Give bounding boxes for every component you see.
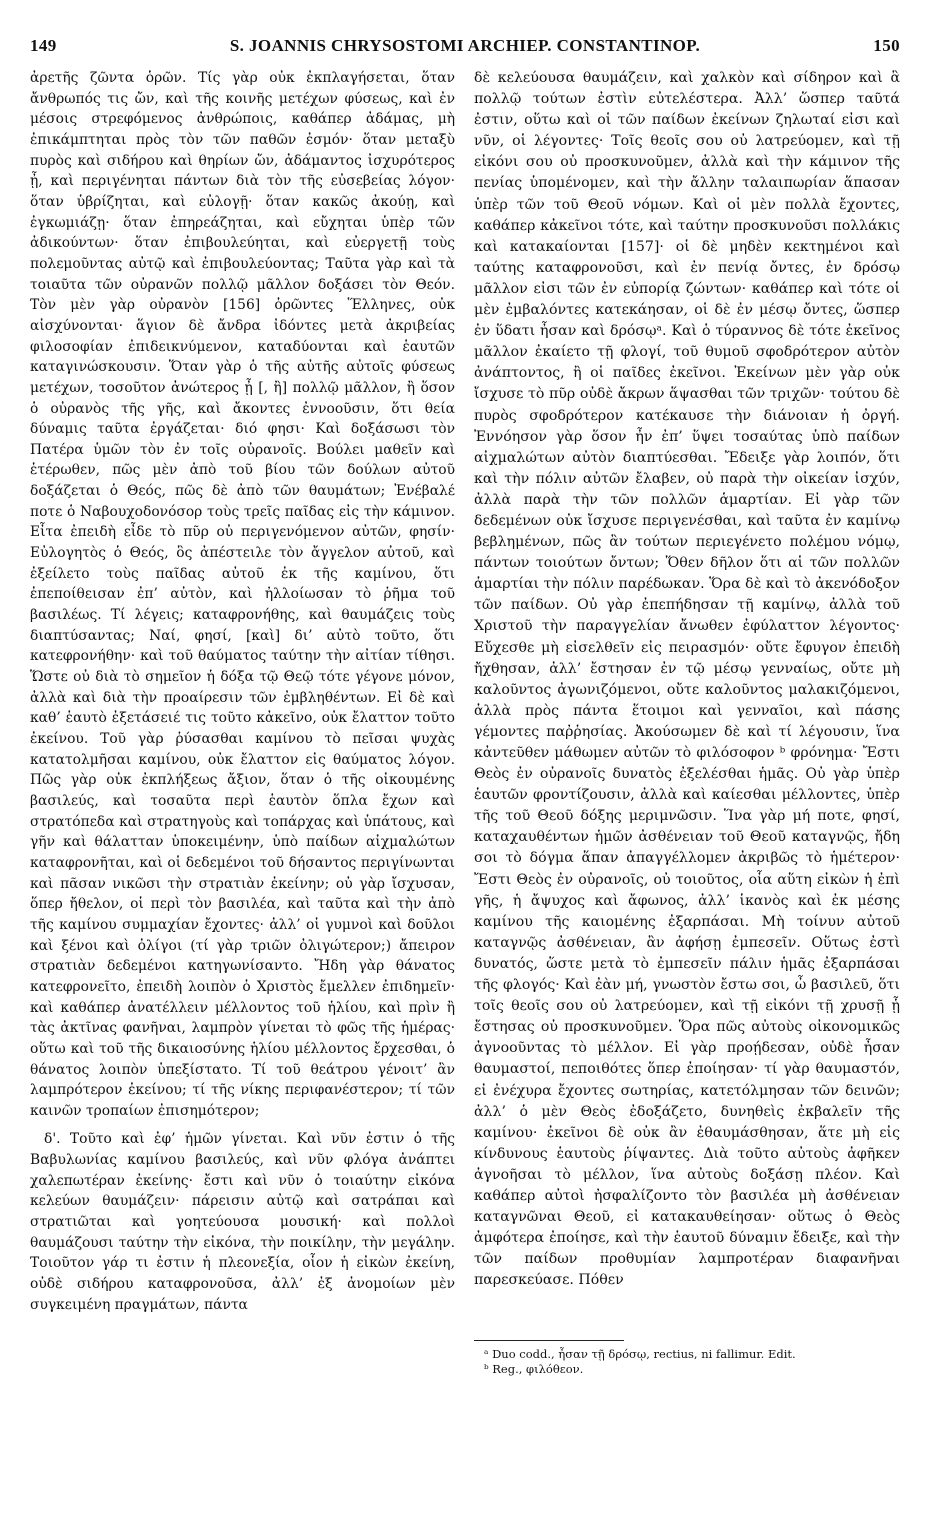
page-number-left: 149 [30, 36, 57, 55]
running-title: S. JOANNIS CHRYSOSTOMI ARCHIEP. CONSTANTINOP. [229, 36, 701, 55]
footnotes [474, 1340, 900, 1377]
running-head [30, 36, 900, 60]
footnote-rule [474, 1340, 624, 1341]
footnote-a: ᵃ Duo codd., ἦσαν τῇ δρόσῳ, rectius, ni fallimur. Edit. [484, 1347, 796, 1361]
left-column [30, 68, 455, 1315]
left-paragraph-2: δ'. Τοῦτο καὶ ἐφ’ ἡμῶν γίνεται. Καὶ νῦν ἐστιν ὁ τῆς Βαβυλωνίας καμίνου βασιλεύς, καὶ νῦν φλόγα ἀνάπτει χαλεπωτέραν ἐκείνης· ἔστι καὶ νῦν ὁ τοιαύτην εἰκόνα κελεύων θαυμάζειν· πάρεισιν αὐτῷ καὶ σατράπαι καὶ στρατιῶται καὶ γοητεύουσα μουσική· καὶ πολλοὶ θαυμάζουσι ταύτην τὴν εἰκόνα, τὴν ποικίλην, τὴν μεγάλην. Τοιοῦτον γάρ τι ἐστιν ἡ πλεονεξία, οἷον ἡ εἰκὼν ἐκείνη, οὐδὲ σιδήρου καταφρονοῦσα, ἀλλ’ ἐξ ἀνομοίων μὲν συγκειμένη πραγμάτων, πάντα [30, 1131, 455, 1313]
footnote-b: ᵇ Reg., φιλόθεον. [484, 1362, 584, 1376]
right-column [474, 68, 900, 1291]
right-paragraph-1: δὲ κελεύουσα θαυμάζειν, καὶ χαλκὸν καὶ σίδηρον καὶ ἃ πολλῷ τούτων ἐστὶν εὐτελέστερα. Ἀλλ’ ὥσπερ ταῦτά ἐστιν, οὕτω καὶ οἱ τῶν παίδων ἐκείνων ζηλωταί εἰσι καὶ νῦν, οἱ λέγοντες· Τοῖς θεοῖς σου οὐ λατρεύομεν, καὶ τῇ εἰκόνι σου οὐ προσκυνοῦμεν, ἀλλὰ καὶ τὴν κάμινον τῆς πενίας ὑπομένομεν, καὶ τὴν ἄλλην ταλαιπωρίαν ἅπασαν ὑπὲρ τῶν τοῦ Θεοῦ νόμων. Καὶ οἱ μὲν πολλὰ ἔχοντες, καθάπερ κἀκεῖνοι τότε, καὶ ταύτην προσκυνοῦσι πολλάκις καὶ κατακαίονται [157]· οἱ δὲ μηδὲν κεκτημένοι καὶ ταύτης καταφρονοῦσι, καὶ ἐν πενίᾳ ὄντες, ἐν δρόσῳ μᾶλλον εἰσι τῶν ἐν εὐπορίᾳ ζώντων· καθάπερ καὶ τότε οἱ μὲν ἐμβαλόντες κατεκάησαν, οἱ δὲ ἐν μέσῳ ὄντες, ὥσπερ ἐν ὕδατι ἦσαν καὶ δρόσῳᵃ. Καὶ ὁ τύραννος δὲ τότε ἐκεῖνος μᾶλλον ἐκαίετο τῇ φλογί, τοῦ θυμοῦ σφοδρότερον αὐτὸν ἀνάπτοντος, ἢ οἱ παῖδες ἐκεῖνοι. Ἐκείνων μὲν γὰρ οὐκ ἴσχυσε τὸ πῦρ οὐδὲ ἄκρων ἅψασθαι τῶν τριχῶν· τούτου δὲ πυρὸς σφοδρότερον κατέκαυσε τὴν διάνοιαν ἡ ὀργή. Ἐννόησον γὰρ ὅσον ἦν ἐπ’ ὕψει τοσαύτας ὑπὸ παίδων αἰχμαλώτων αὐτὸν διαπτύεσθαι. Ἔδειξε γὰρ λοιπόν, ὅτι καὶ τὴν πόλιν αὐτῶν ἔλαβεν, οὐ παρὰ τὴν οἰκείαν ἰσχύν, ἀλλὰ παρὰ τὴν τῶν πολλῶν ἁμαρτίαν. Εἰ γὰρ τῶν δεδεμένων οὐκ ἴσχυσε περιγενέσθαι, καὶ ταῦτα ἐν καμίνῳ βεβλημένων, πῶς ἂν τούτων περιεγένετο πολέμου νόμῳ, πάντων τοιούτων ὄντων; Ὅθεν δῆλον ὅτι αἱ τῶν πολλῶν ἁμαρτίαι τὴν πόλιν παρέδωκαν. Ὅρα δὲ καὶ τὸ ἀκενόδοξον τῶν παίδων. Οὐ γὰρ ἐπεπήδησαν τῇ καμίνῳ, ἀλλὰ τοῦ Χριστοῦ τὴν παραγγελίαν ἄνωθεν ἐφύλαττον λέγοντος· Εὔχεσθε μὴ εἰσελθεῖν εἰς πειρασμόν· οὔτε ἔφυγον ἐπειδὴ ἤχθησαν, ἀλλ’ ἔστησαν ἐν τῷ μέσῳ γενναίως, οὔτε μὴ καλοῦντος ἀγωνιζόμενοι, οὔτε καλοῦντος μαλακιζόμενοι, ἀλλὰ πρὸς πάντα ἕτοιμοι καὶ γενναῖοι, καὶ πάσης γέμοντες παῤῥησίας. Ἀκούσωμεν δὲ καὶ τί λέγουσιν, ἵνα κἀντεῦθεν μάθωμεν αὐτῶν τὸ φιλόσοφον ᵇ φρόνημα· Ἔστι Θεὸς ἐν οὐρανοῖς δυνατὸς ἐξελέσθαι ἡμᾶς. Οὐ γὰρ ὑπὲρ ἑαυτῶν φροντίζουσιν, ἀλλὰ καὶ καίεσθαι μέλλοντες, ὑπὲρ τῆς τοῦ Θεοῦ δόξης μεριμνῶσιν. Ἵνα γὰρ μή ποτε, φησί, καταχαυθέντων ἡμῶν ἀσθένειαν τοῦ Θεοῦ καταγνῷς, ἤδη σοι τὸ δόγμα ἅπαν ἀπαγγέλλομεν ἀκριβῶς τὸ ἡμέτερον· Ἔστι Θεὸς ἐν οὐρανοῖς, οὐ τοιοῦτος, οἷα αὕτη εἰκὼν ἡ ἐπὶ γῆς, ἡ ἄψυχος καὶ ἄφωνος, ἀλλ’ ἱκανὸς καὶ ἐκ μέσης καμίνου τῆς καιομένης ἐξαρπάσαι. Μὴ τοίνυν αὐτοῦ καταγνῷς ἀσθένειαν, ἂν ἀφήσῃ ἐμπεσεῖν. Οὕτως ἐστὶ δυνατός, ὥστε μετὰ τὸ ἐμπεσεῖν πάλιν ἡμᾶς ἐξαρπάσαι τῆς φλογός· Καὶ ἐὰν μή, γνωστὸν ἔστω σοι, ὦ βασιλεῦ, ὅτι τοῖς θεοῖς σου οὐ λατρεύομεν, καὶ τῇ εἰκόνι τῇ χρυσῇ ᾗ ἔστησας οὐ προσκυνοῦμεν. Ὅρα πῶς αὐτοὺς οἰκονομικῶς ἀγνοοῦντας τὸ μέλλον. Εἰ γὰρ προῄδεσαν, οὐδὲ ἦσαν θαυμαστοί, πεποιθότες ὅπερ ἐποίησαν· τί γὰρ θαυμαστόν, εἰ ἐνέχυρα ἔχοντες σωτηρίας, κατετόλμησαν τῶν δεινῶν; ἀλλ’ ὁ μὲν Θεὸς ἐδοξάζετο, δυνηθεὶς ἐκβαλεῖν τῆς καμίνου· ἐκεῖνοι δὲ οὐκ ἂν ἐθαυμάσθησαν, ἅτε μὴ εἰς κίνδυνους ἑαυτοὺς ῥίψαντες. Διὰ τοῦτο αὐτοὺς ἀφῆκεν ἀγνοῆσαι τὸ μέλλον, ἵνα αὐτοὺς δοξάσῃ πλέον. Καὶ καθάπερ αὐτοὶ ἠσφαλίζοντο τὸν βασιλέα μὴ ἀσθένειαν καταγνῶναι Θεοῦ, εἰ κατακαυθείησαν· οὕτως ὁ Θεὸς ἀμφότερα ἐποίησε, καὶ τὴν ἑαυτοῦ δύναμιν ἔδειξε, καὶ τὴν τῶν παίδων προθυμίαν λαμπροτέραν διαφανῆναι παρεσκεύασε. Πόθεν [474, 70, 900, 1289]
left-paragraph-1: ἀρετῆς ζῶντα ὁρῶν. Τίς γὰρ οὐκ ἐκπλαγήσεται, ὅταν ἄνθρωπός τις ὤν, καὶ τῆς κοινῆς μετέχων φύσεως, καὶ ἐν μέσοις στρεφόμενος ἀνθρώποις, καθάπερ ἀδάμας, μὴ ἐπικάμπτηται πρὸς τὸν τῶν παθῶν ἐσμόν· ὅταν μεταξὺ πυρὸς καὶ σιδήρου καὶ θηρίων ὤν, ἀδάμαντος ἰσχυρότερος ᾖ, καὶ περιγένηται πάντων διὰ τὸν τῆς εὐσεβείας λόγον· ὅταν ὑβρίζηται, καὶ εὐλογῇ· ὅταν κακῶς ἀκούῃ, καὶ ἐγκωμιάζῃ· ὅταν ἐπηρεάζηται, καὶ εὔχηται ὑπὲρ τῶν ἀδικούντων· ὅταν ἐπιβουλεύηται, καὶ εὐεργετῇ τοὺς πολεμοῦντας αὐτῷ καὶ ἐπιβουλεύοντας; Ταῦτα γὰρ καὶ τὰ τοιαῦτα τῶν οὐρανῶν πολλῷ μᾶλλον δοξάσει τὸν Θεόν. Τὸν μὲν γὰρ οὐρανὸν [156] ὁρῶντες Ἕλληνες, οὐκ αἰσχύνονται· ἅγιον δὲ ἄνδρα ἰδόντες μετὰ ἀκριβείας φιλοσοφίαν ἐπιδεικνύμενον, καταδύονται καὶ ἑαυτῶν καταγινώσκουσιν. Ὅταν γὰρ ὁ τῆς αὐτῆς αὐτοῖς φύσεως μετέχων, τοσοῦτον ἀνώτερος ᾖ [, ἢ] πολλῷ μᾶλλον, ἢ ὅσον ὁ οὐρανὸς τῆς γῆς, καὶ ἄκοντες ἐννοοῦσιν, ὅτι θεία δύναμις ταῦτα ἐργάζεται· διό φησι· Καὶ δοξάσωσι τὸν Πατέρα ὑμῶν τὸν ἐν τοῖς οὐρανοῖς. Βούλει μαθεῖν καὶ ἑτέρωθεν, πῶς μὲν ἀπὸ τοῦ βίου τῶν δούλων αὐτοῦ δοξάζεται ὁ Θεός, πῶς δὲ ἀπὸ τῶν θαυμάτων; Ἐνέβαλέ ποτε ὁ Ναβουχοδονόσορ τοὺς τρεῖς παῖδας εἰς τὴν κάμινον. Εἶτα ἐπειδὴ εἶδε τὸ πῦρ οὐ περιγενόμενον αὐτῶν, φησίν· Εὐλογητὸς ὁ Θεός, ὃς ἀπέστειλε τὸν ἄγγελον αὐτοῦ, καὶ ἐξείλετο τοὺς παῖδας αὐτοῦ ἐκ τῆς καμίνου, ὅτι ἐπεποίθεισαν ἐπ’ αὐτὸν, καὶ ἠλλοίωσαν τὸ ῥῆμα τοῦ βασιλέως. Τί λέγεις; καταφρονήθης, καὶ θαυμάζεις τοὺς διαπτύσαντας; Ναί, φησί, [καὶ] δι’ αὐτὸ τοῦτο, ὅτι κατεφρονήθην· καὶ τοῦ θαύματος ταύτην τὴν αἰτίαν τίθησι. Ὥστε οὐ διὰ τὸ σημεῖον ἡ δόξα τῷ Θεῷ τότε γέγονε μόνον, ἀλλὰ καὶ διὰ τὴν προαίρεσιν τῶν ἐμβληθέντων. Εἰ δὲ καὶ καθ’ ἑαυτὸ ἐξετάσειέ τις τοῦτο κἀκεῖνο, οὐκ ἔλαττον τοῦτο ἐκείνου. Τοῦ γὰρ ῥύσασθαι καμίνου τὸ πεῖσαι ψυχὰς κατατολμῆσαι καμίνου, οὐκ ἔλαττον εἰς θαύματος λόγον. Πῶς γὰρ οὐκ ἐκπλήξεως ἄξιον, ὅταν ὁ τῆς οἰκουμένης βασιλεύς, καὶ τοσαῦτα περὶ ἑαυτὸν ὅπλα ἔχων καὶ στρατόπεδα καὶ στρατηγοὺς καὶ τοπάρχας καὶ ὑπάτους, καὶ γῆν καὶ θάλατταν ὑποκειμένην, ὑπὸ παίδων αἰχμαλώτων καταφρονῆται, καὶ οἱ δεδεμένοι τοῦ δήσαντος περιγίνωνται καὶ πᾶσαν νικῶσι τὴν στρατιὰν ἐκείνην; οὐ γὰρ ἴσχυσαν, ὅπερ ἤθελον, οἱ περὶ τὸν βασιλέα, καὶ ταῦτα καὶ τὴν ἀπὸ τῆς καμίνου συμμαχίαν ἔχοντες· ἀλλ’ οἱ γυμνοὶ καὶ δοῦλοι καὶ ξένοι καὶ ὀλίγοι (τί γὰρ τριῶν ὀλιγώτερον;) ἄπειρον στρατιὰν δεδεμένοι κατηγωνίσαντο. Ἤδη γὰρ θάνατος κατεφρονεῖτο, ἐπειδὴ λοιπὸν ὁ Χριστὸς ἔμελλεν ἐπιδημεῖν· καὶ καθάπερ ἀνατέλλειν μέλλοντος τοῦ ἡλίου, καὶ πρὶν ἢ τὰς ἀκτῖνας φανῆναι, λαμπρὸν γίνεται τὸ φῶς τῆς ἡμέρας· οὕτω καὶ τοῦ τῆς δικαιοσύνης ἡλίου μέλλοντος ἔρχεσθαι, ὁ θάνατος λοιπὸν ὑπεξίστατο. Τί τοῦ θεάτρου γένοιτ’ ἂν λαμπρότερον ἐκείνου; τί τῆς νίκης περιφανέστερον; τί τῶν καινῶν τροπαίων ἐπισημότερον; [30, 70, 455, 1119]
page-number-right: 150 [873, 36, 900, 55]
